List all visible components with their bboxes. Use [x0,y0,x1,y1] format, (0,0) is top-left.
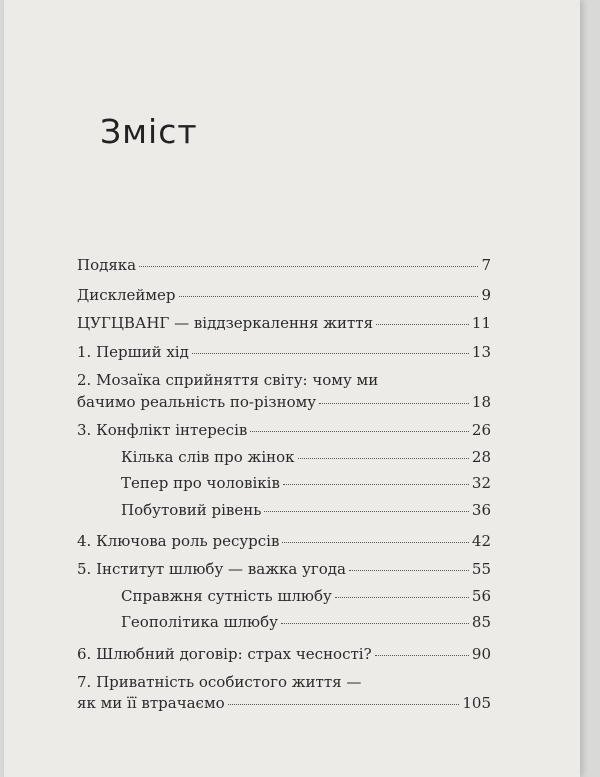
toc-page-number: 13 [471,343,491,361]
toc-page-number: 42 [471,532,491,550]
toc-label: Кілька слів про жінок [121,448,295,466]
toc-label: Подяка [77,256,137,274]
book-page [4,0,580,777]
toc-page-number: 105 [462,694,491,712]
toc-page-number: 18 [471,393,491,411]
dot-leader [319,403,469,404]
page-title: Зміст [100,112,198,151]
toc-entry-acknowledgements [77,255,491,275]
toc-page-number: 7 [481,256,491,274]
dot-leader [264,511,469,512]
toc-entry-disclaimer [77,285,491,305]
toc-label: 6. Шлюбний договір: страх чесності? [77,645,372,663]
toc-page-number: 56 [471,587,491,605]
toc-subentry-essence [121,586,491,606]
toc-label: бачимо реальність по-різному [77,393,317,411]
toc-entry-chapter-7 [77,693,491,713]
toc-page-number: 26 [471,421,491,439]
toc-label: як ми її втрачаємо [77,694,225,712]
toc-subentry-household [121,500,491,520]
dot-leader [179,296,479,297]
toc-label: 4. Ключова роль ресурсів [77,532,280,550]
toc-subentry-women [121,447,491,467]
toc-label: Дисклеймер [77,286,176,304]
toc-page-number: 85 [471,613,491,631]
toc-subentry-geopolitics [121,612,491,632]
dot-leader [335,597,469,598]
dot-leader [281,623,469,624]
dot-leader [298,458,469,459]
dot-leader [250,431,469,432]
toc-entry-zugzwang [77,313,491,333]
dot-leader [349,570,469,571]
toc-entry-chapter-4 [77,531,491,551]
toc-label: Геополітика шлюбу [121,613,278,631]
toc-entry-chapter-3 [77,420,491,440]
toc-label: 5. Інститут шлюбу — важка угода [77,560,346,578]
toc-page-number: 36 [471,501,491,519]
toc-subentry-men [121,473,491,493]
toc-entry-chapter-1 [77,342,491,362]
dot-leader [192,353,469,354]
toc-label: 1. Перший хід [77,343,189,361]
toc-label: 3. Конфлікт інтересів [77,421,248,439]
toc-page-number: 28 [471,448,491,466]
dot-leader [375,655,469,656]
toc-page-number: 90 [471,645,491,663]
toc-label: ЦУГЦВАНГ — віддзеркалення життя [77,314,374,332]
toc-entry-chapter-5 [77,559,491,579]
toc-entry-chapter-6 [77,644,491,664]
toc-entry-chapter-7-line1: 7. Приватність особистого життя — [77,673,362,691]
toc-page-number: 55 [471,560,491,578]
dot-leader [283,484,469,485]
dot-leader [282,542,468,543]
toc-page-number: 9 [481,286,491,304]
dot-leader [139,266,478,267]
toc-entry-chapter-2-line1: 2. Мозаїка сприйняття світу: чому ми [77,371,379,389]
toc-label: Тепер про чоловіків [121,474,280,492]
toc-page-number: 32 [471,474,491,492]
toc-page-number: 11 [471,314,491,332]
toc-label: Побутовий рівень [121,501,262,519]
toc-label: Справжня сутність шлюбу [121,587,332,605]
toc-entry-chapter-2 [77,392,491,412]
dot-leader [228,704,460,705]
dot-leader [376,324,469,325]
